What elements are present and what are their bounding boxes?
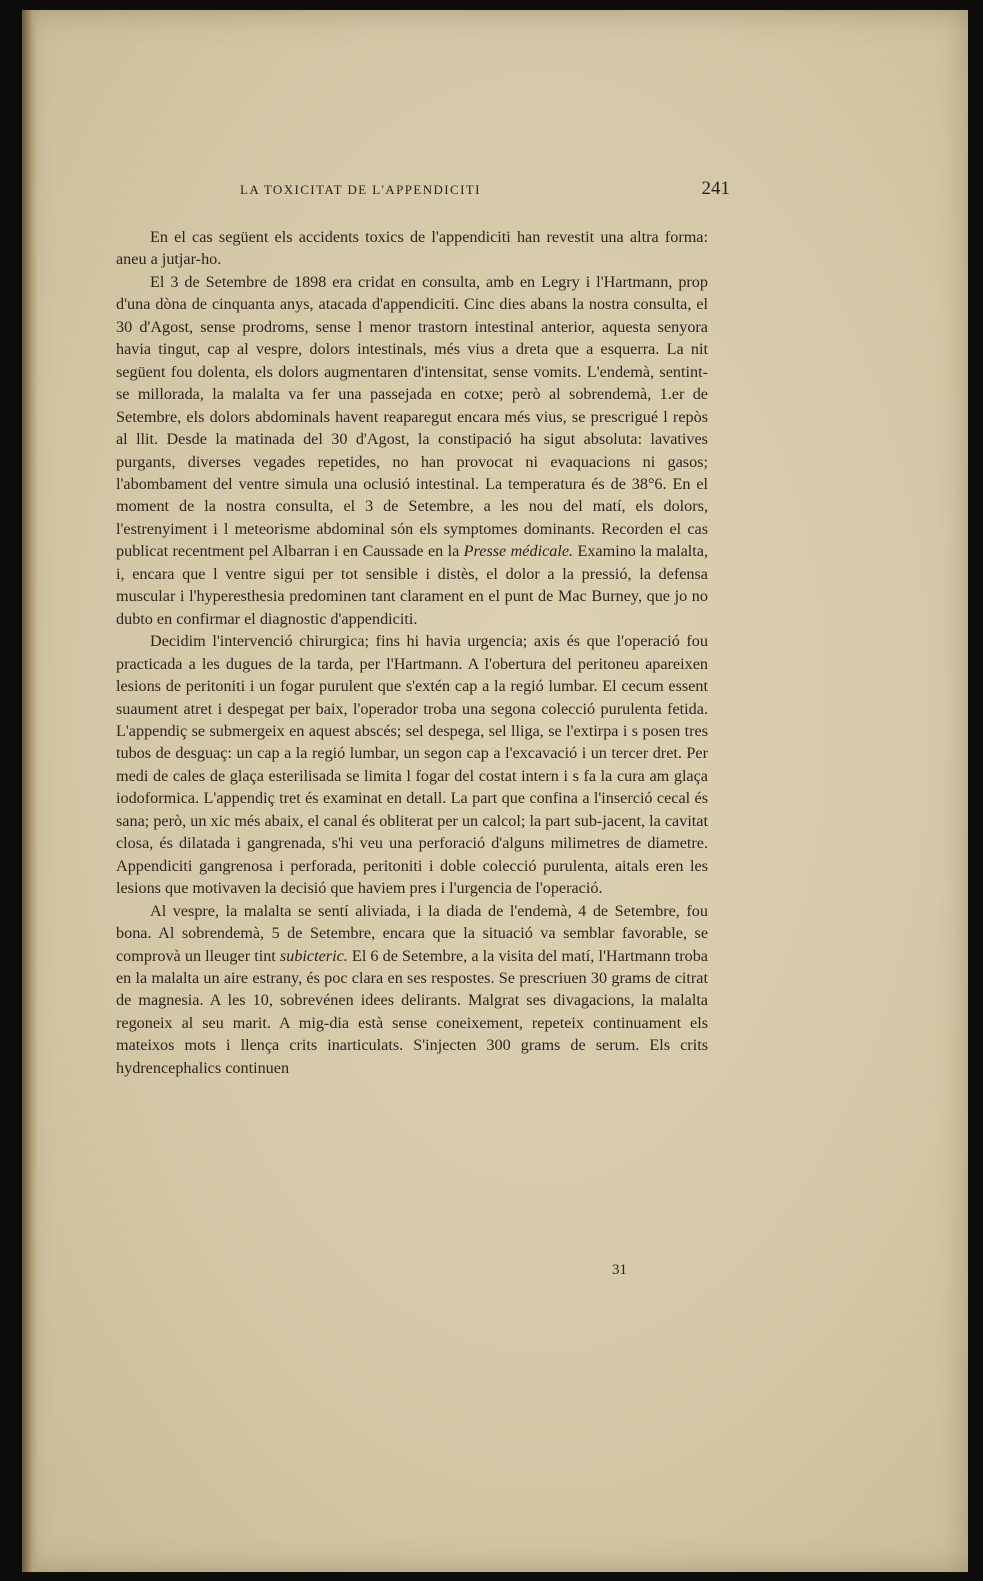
paragraph-3-text: Decidim l'intervenció chirurgica; fins hi havia urgencia; axis és que l'operació fou practicada a les dugues de la tarda, per l'Hartmann. A l'obertura del peritoneu apareixen lesions de peritoniti i un fogar purulent que s'extén cap a la regió lumbar. El cecum essent suaument atret i despegat per baix, l'operador troba una segona colecció purulenta fetida. L'appendiç se submergeix en aquest abscés; sel despega, sel lliga, se l'extirpa i s posen tres tubos de desguaç: un cap a la regió lumbar, un segon cap a l'excavació i un tercer dret. Per medi de cales de glaça esterilisada se limita l fogar del costat intern i s fa la cura am glaça iodoformica. L'appendiç tret és examinat en detall. La part que confina a l'inserció cecal és sana; però, un xic més abaix, el canal és obliterat per un calcol; la part sub-jacent, la cavitat closa, és dilatada i gangrenada, s'hi veu una perforació d'alguns milimetres de diametre. Appendiciti gangrenosa i perforada, peritoniti i doble colecció purulenta, aitals eren les lesions que motivaven la decisió que haviem pres i l'urgencia de l'operació. [116, 632, 708, 898]
paragraph-2-italic: Presse médicale. [463, 542, 574, 561]
body-text [116, 226, 708, 1079]
paragraph-4 [116, 900, 708, 1080]
binding-shadow [22, 10, 38, 1572]
printer-signature: 31 [612, 1262, 627, 1278]
page-number: 241 [701, 178, 730, 199]
paragraph-3 [116, 630, 708, 899]
paragraph-1 [116, 226, 708, 271]
paragraph-1-text: En el cas següent els accidents toxics de l'appendiciti han revestit una altra forma: aneu a jutjar-ho. [116, 228, 708, 269]
paragraph-4-text-b: El 6 de Setembre, a la visita del matí, l'Hartmann troba en la malalta un aire estrany, és poc clara en ses respostes. Se prescriuen 30 grams de citrat de magnesia. A les 10, sobrevénen idees delirants. Malgrat ses divagacions, la malalta regoneix al seu marit. A mig-dia està sense coneixement, repeteix continuament els mateixos mots i llença crits inarticulats. S'injecten 300 grams de serum. Els crits hydrencephalics continuen [116, 946, 708, 1077]
paragraph-2-text-a: El 3 de Setembre de 1898 era cridat en consulta, amb en Legry i l'Hartmann, prop d'una dòna de cinquanta anys, atacada d'appendiciti. Cinc dies abans la nostra consulta, el 30 d'Agost, sense prodroms, sense l menor trastorn intestinal anterior, aquesta senyora havia tingut, cap al vespre, dolors intestinals, més vius a dreta que a esquerra. La nit següent fou dolenta, els dolors augmentaren d'intensitat, sense vomits. L'endemà, sentint-se millorada, la malalta va fer una passejada en cotxe; però al sobrendemà, 1.er de Setembre, els dolors abdominals havent reaparegut encara més vius, se prescrigué l repòs al llit. Desde la matinada del 30 d'Agost, la constipació ha sigut absoluta: lavatives purgants, diverses vegades repetides, no han provocat ni evaquacions ni gasos; l'abombament del ventre simula una oclusió intestinal. La temperatura és de 38°6. En el moment de la nostra consulta, el 3 de Setembre, a les nou del matí, els dolors, l'estrenyiment i l meteorisme abdominal són els symptomes dominants. Recorden el cas publicat recentment pel Albarran i en Caussade en la [116, 272, 708, 561]
paragraph-2-text-b: Examino la malalta, i, encara que l ventre sigui per tot sensible i distès, el dolor a la pressió, la defensa muscular i l'hyperesthesia predominen tant clarament en el punt de Mac Burney, que jo no dubto en confirmar el diagnostic d'appendiciti. [116, 542, 708, 628]
paragraph-4-text-a: Al vespre, la malalta se sentí aliviada, i la diada de l'endemà, 4 de Setembre, fou bona. Al sobrendemà, 5 de Setembre, encara que la situació va semblar favorable, se comprovà un lleuger tint [116, 901, 708, 965]
running-head: LA TOXICITAT DE L'APPENDICITI [240, 182, 481, 197]
paragraph-2 [116, 271, 708, 630]
paragraph-4-italic: subicteric. [279, 946, 348, 965]
